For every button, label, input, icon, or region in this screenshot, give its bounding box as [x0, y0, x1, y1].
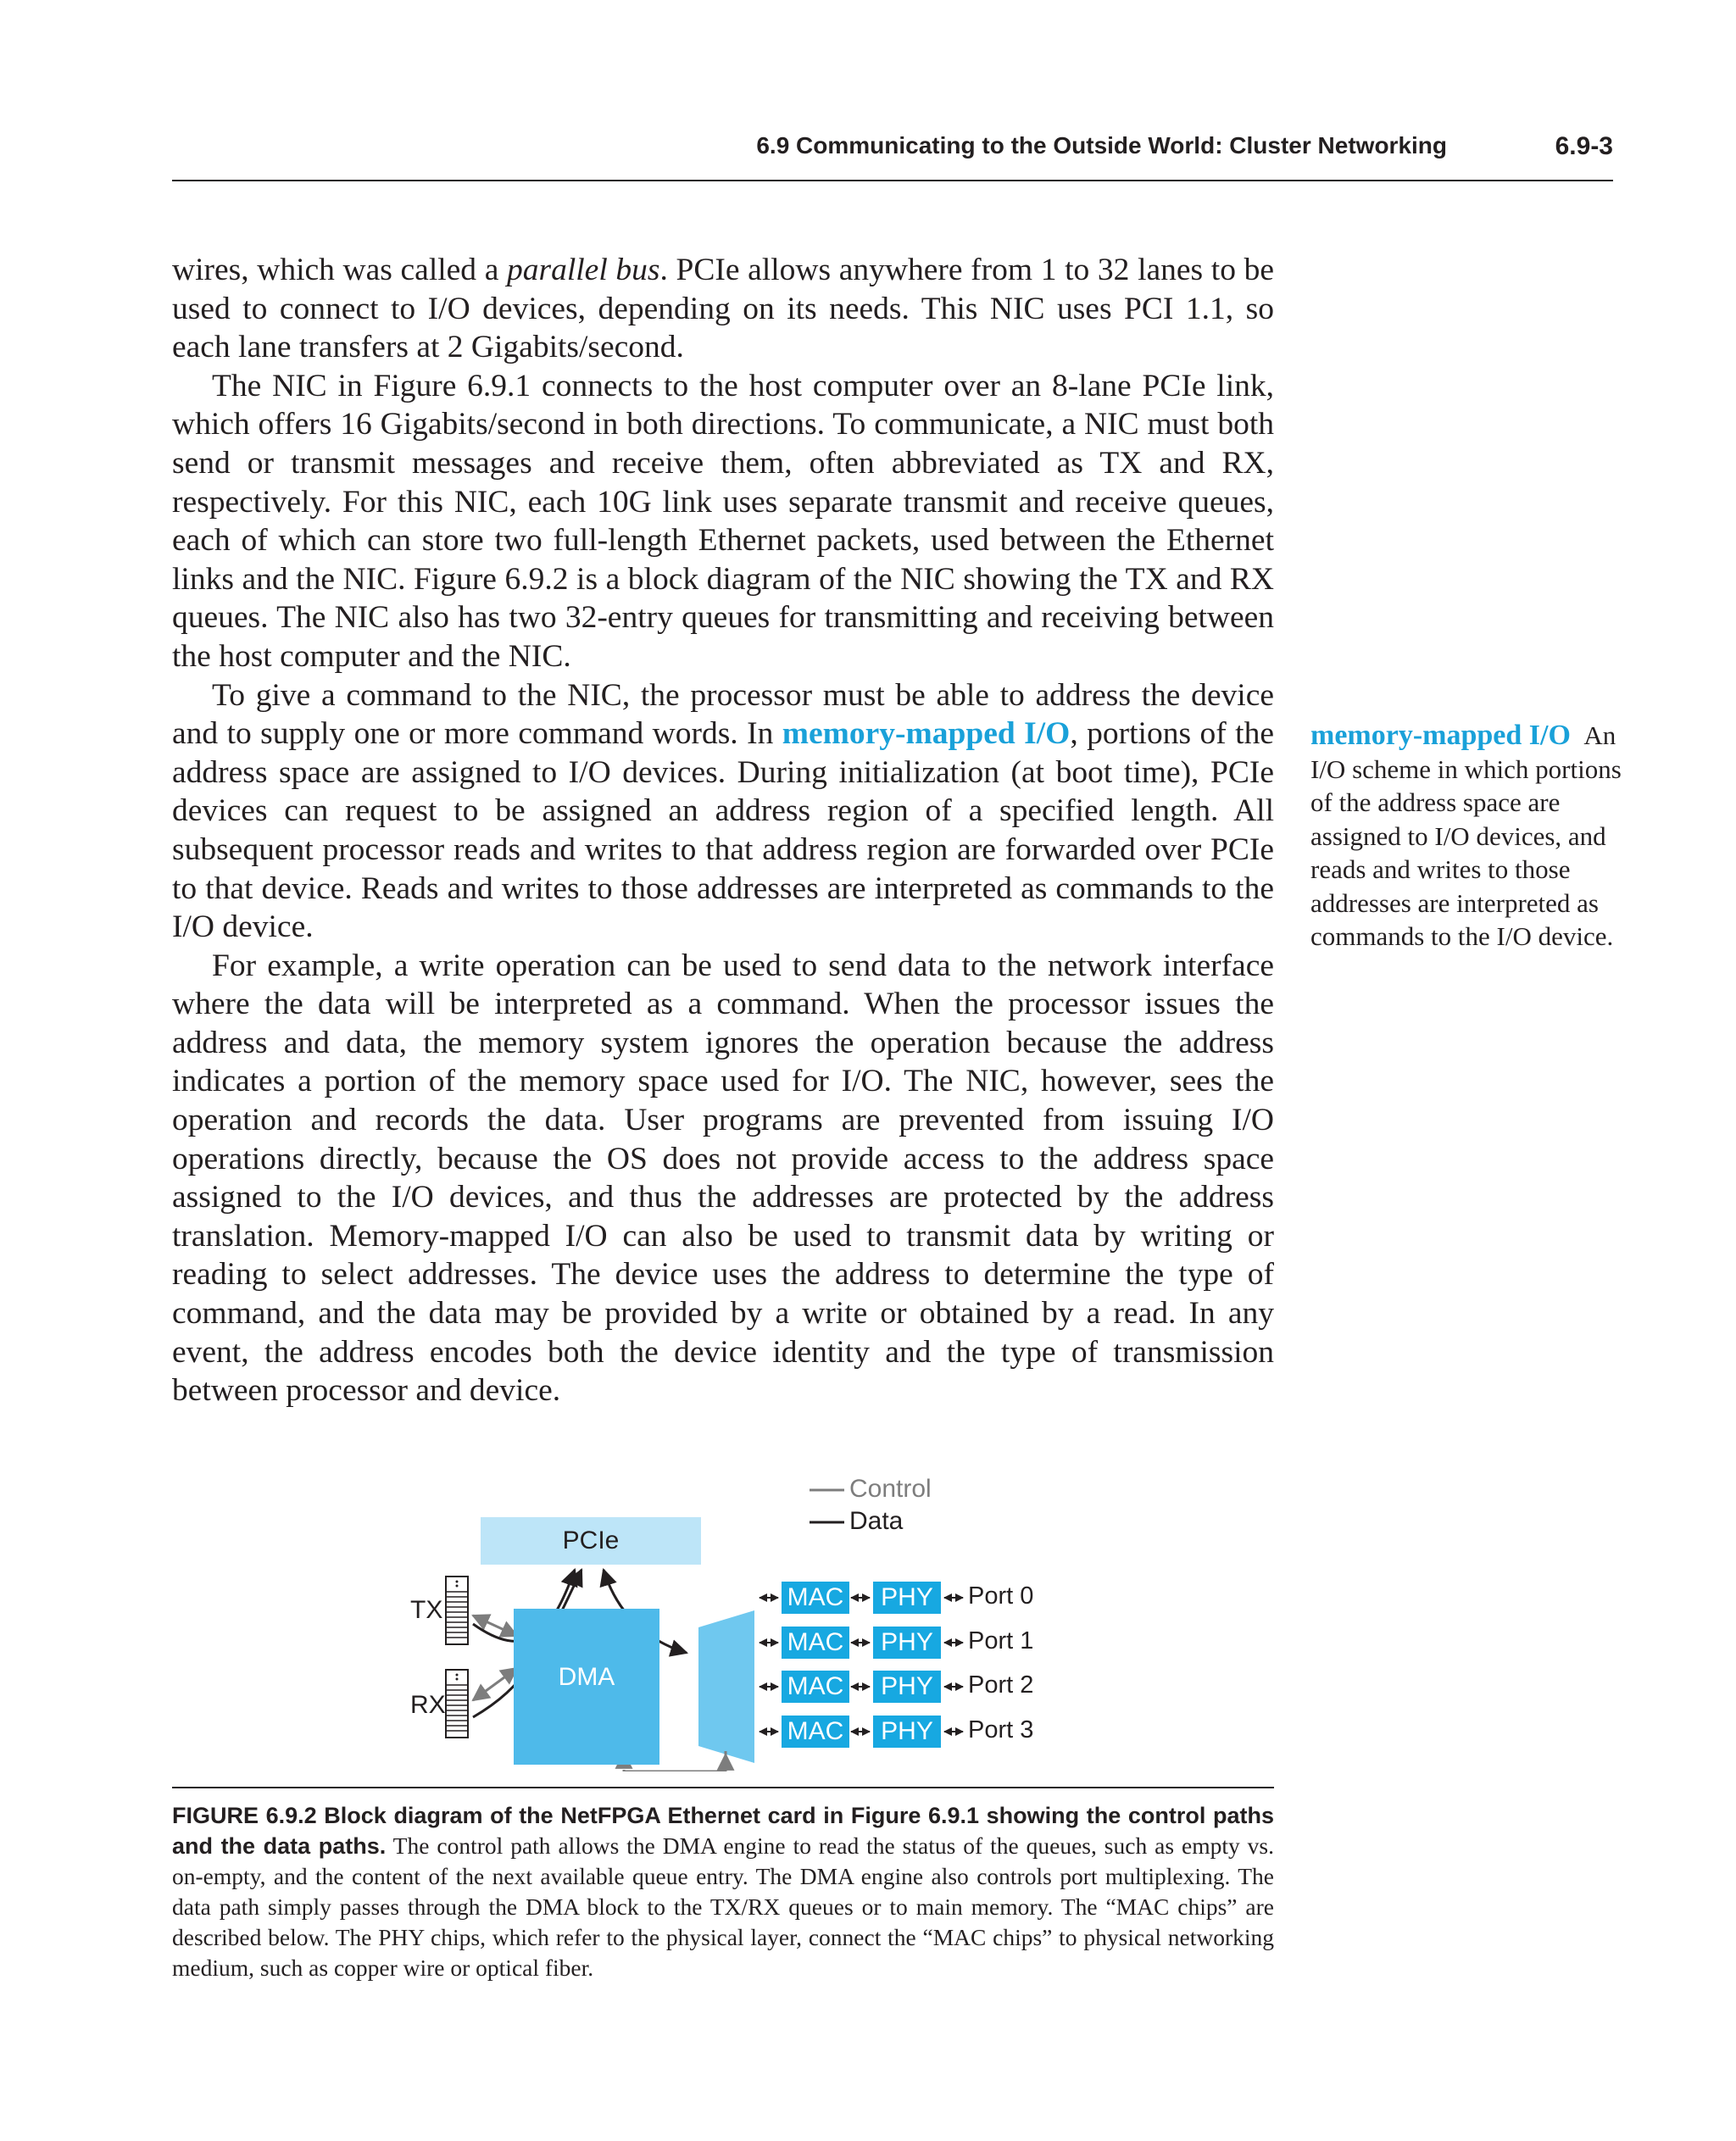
pcie-block: PCIe	[481, 1517, 701, 1565]
port-label-1: Port 1	[968, 1627, 1034, 1654]
figure-caption	[172, 1787, 1274, 1983]
port-link-arrows	[760, 1598, 963, 1732]
caption-text: The control path allows the DMA engine to read the status of the queues, such as empty vs. on-empty, and the content of the next available queue entry. The DMA engine also controls port multiplexing. The data path simply passes through the DMA block to the TX/RX queues or to main memory. The “MAC chips” are described below. The PHY chips, which refer to the physical layer, connect the “MAC chips” to physical networking medium, such as copper wire or optical fiber.	[172, 1832, 1274, 1981]
dma-block	[514, 1609, 659, 1765]
phy-chip-2: PHY	[873, 1671, 941, 1703]
mac-chip-1: MAC	[782, 1627, 849, 1659]
tx-label: TX	[410, 1596, 443, 1624]
phy-chip-3: PHY	[873, 1716, 941, 1748]
rx-queue	[446, 1670, 468, 1738]
paragraph-3: To give a command to the NIC, the processor must be able to address the device and to supply one or more command words. In memory-mapped I/O, portions of the address space are assigned to I/O devices. During initialization (at boot time), PCIe devices can request to be assigned an address region of a specified length. All subsequent processor reads and writes to that address region are forwarded over PCIe to that device. Reads and writes to those addresses are interpreted as commands to the I/O device.	[172, 677, 1274, 945]
key-term-memory-mapped-io: memory-mapped I/O	[782, 716, 1071, 752]
control-arrow-tx	[473, 1615, 517, 1636]
body-text	[172, 251, 1274, 1410]
caption-title: FIGURE 6.9.2 Block diagram of the NetFPGA Ethernet card in Figure 6.9.1 showing the control paths and the data paths.	[172, 1803, 1274, 1859]
legend-control-label: Control	[849, 1475, 932, 1503]
glossary-definition: An I/O scheme in which portions of the address space are assigned to I/O devices, and reads and writes to those addresses are interpreted as commands to the I/O device.	[1310, 720, 1622, 951]
rx-label: RX	[410, 1691, 446, 1719]
phy-chip-0: PHY	[873, 1582, 941, 1614]
port-label-0: Port 0	[968, 1582, 1034, 1610]
phy-chip-1: PHY	[873, 1627, 941, 1659]
mac-chip-3: MAC	[782, 1716, 849, 1748]
mac-chip-0: MAC	[782, 1582, 849, 1614]
port-label-2: Port 2	[968, 1671, 1034, 1699]
port-multiplexer	[698, 1610, 754, 1763]
paragraph-1: wires, which was called a parallel bus. PCIe allows anywhere from 1 to 32 lanes to be used to connect to I/O devices, depending on its needs. This NIC uses PCI 1.1, so each lane transfers at 2 Gigabits/second.	[172, 253, 1274, 365]
running-header	[172, 132, 1613, 181]
legend-data-label: Data	[849, 1507, 904, 1535]
dma-label: DMA	[558, 1663, 615, 1691]
mac-chip-2: MAC	[782, 1671, 849, 1703]
paragraph-4: For example, a write operation can be used to send data to the network interface where the data will be interpreted as a command. When the processor issues the address and data, the memory system ignores the operation because the address indicates a portion of the memory space used for I/O. The NIC, however, sees the operation and records the data. User programs are prevented from issuing I/O operations directly, because the OS does not provide access to the address space assigned to the I/O devices, and thus the addresses are protected by the address translation. Memory-mapped I/O can also be used to transmit data by writing or reading to select addresses. The device uses the address to determine the type of command, and the data may be provided by a write or obtained by a read. In any event, the address encodes both the device identity and the type of transmission between processor and device.	[172, 948, 1274, 1409]
margin-glossary-note	[1310, 719, 1626, 954]
control-arrow-rx	[473, 1668, 517, 1700]
figure-block-diagram	[381, 1466, 1144, 1771]
port-label-3: Port 3	[968, 1716, 1034, 1743]
glossary-term: memory-mapped I/O	[1310, 720, 1571, 751]
running-title: 6.9 Communicating to the Outside World: Cluster Networking	[756, 132, 1447, 158]
page-number: 6.9-3	[1555, 132, 1613, 160]
italic-term: parallel bus	[507, 253, 660, 287]
tx-queue	[446, 1577, 468, 1644]
paragraph-2: The NIC in Figure 6.9.1 connects to the host computer over an 8-lane PCIe link, which offers 16 Gigabits/second in both directions. To communicate, a NIC must both send or transmit messages and receive them, often abbreviated as TX and RX, respectively. For this NIC, each 10G link uses separate transmit and receive queues, each of which can store two full-length Ethernet packets, used between the Ethernet links and the NIC. Figure 6.9.2 is a block diagram of the NIC showing the TX and RX queues. The NIC also has two 32-entry queues for transmitting and receiving between the host computer and the NIC.	[172, 368, 1274, 674]
